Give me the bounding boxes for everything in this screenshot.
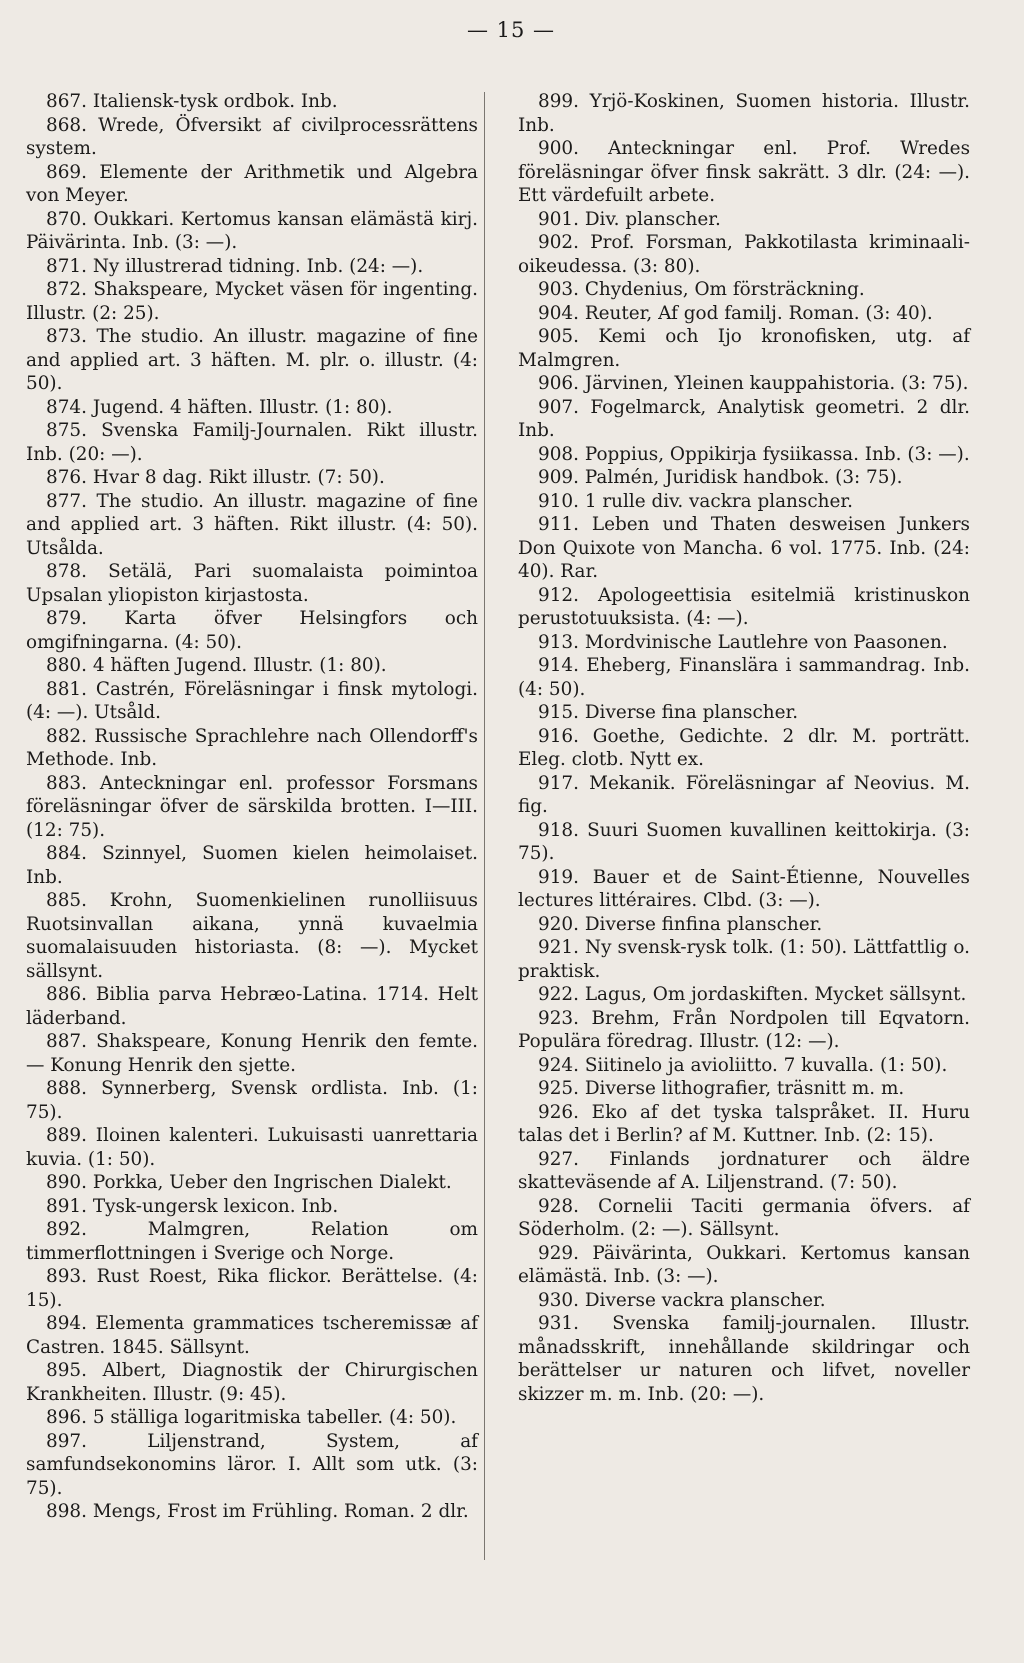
catalog-entry bbox=[26, 607, 478, 654]
entry-number: 878 . bbox=[26, 561, 108, 582]
entry-text: Leben und Thaten desweisen Junkers Don Quixote von Mancha. 6 vol. 1775. Inb. (24: 40). Rar. bbox=[518, 514, 970, 582]
catalog-entry bbox=[518, 1242, 970, 1289]
right-column bbox=[518, 90, 970, 1524]
entry-text: Brehm, Från Nordpolen till Eqvatorn. Populära föredrag. Illustr. (12: —). bbox=[518, 1007, 970, 1052]
entry-number: 907 . bbox=[518, 397, 590, 418]
entry-number: 923 . bbox=[518, 1008, 591, 1029]
catalog-entry bbox=[26, 1406, 478, 1430]
entry-number: 883 . bbox=[26, 773, 100, 794]
left-column bbox=[26, 90, 478, 1524]
catalog-entry bbox=[26, 678, 478, 725]
entry-text: Chydenius, Om försträckning. bbox=[584, 279, 865, 300]
entry-number: 913 . bbox=[518, 632, 585, 653]
entry-number: 918 . bbox=[518, 820, 587, 841]
entry-number: 902 . bbox=[518, 232, 590, 253]
catalog-entry bbox=[26, 725, 478, 772]
entry-number: 911 . bbox=[518, 514, 592, 535]
entry-text: Malmgren, Relation om timmerflottningen i Sverige och Norge. bbox=[26, 1219, 478, 1264]
page-number: — 15 — bbox=[466, 18, 556, 42]
catalog-entry bbox=[26, 1030, 478, 1077]
entry-number: 922 . bbox=[518, 984, 585, 1005]
entry-text: Ny illustrerad tidning. Inb. (24: —). bbox=[92, 255, 424, 277]
catalog-entry bbox=[26, 1077, 478, 1124]
entry-text: Hvar 8 dag. Rikt illustr. (7: 50). bbox=[92, 467, 385, 488]
entry-text: Liljenstrand, System, af samfundsekonomins läror. I. Allt som utk. (3: 75). bbox=[26, 1430, 478, 1499]
entry-number: 929 . bbox=[518, 1243, 592, 1264]
catalog-entry bbox=[26, 325, 478, 396]
catalog-entry bbox=[518, 1054, 970, 1078]
entry-text: The studio. An illustr. magazine of fine and applied art. 3 häften. Rikt illustr. (4: 50). Utsålda. bbox=[26, 490, 478, 559]
entry-text: Diverse vackra planscher. bbox=[584, 1289, 826, 1311]
catalog-entry bbox=[26, 1359, 478, 1406]
catalog-entry bbox=[518, 231, 970, 278]
catalog-entry bbox=[518, 866, 970, 913]
entry-text: Finlands jordnaturer och äldre skatteväsende af A. Liljenstrand. (7: 50). bbox=[518, 1148, 970, 1193]
catalog-entry bbox=[518, 90, 970, 137]
entry-text: Svenska familj-journalen. Illustr. månadsskrift, innehållande skildringar och berättelser ur naturen och lifvet, noveller skizzer m. m. Inb. (20: —). bbox=[518, 1313, 970, 1405]
entry-text: Elemente der Arithmetik und Algebra von Meyer. bbox=[26, 161, 478, 206]
entry-text: Yrjö-Koskinen, Suomen historia. Illustr. Inb. bbox=[518, 91, 971, 136]
entry-number: 899 . bbox=[518, 91, 590, 112]
catalog-entry bbox=[26, 654, 478, 678]
entry-text: Svenska Familj-Journalen. Rikt illustr. Inb. (20: —). bbox=[26, 420, 478, 465]
catalog-entry bbox=[518, 631, 970, 655]
entry-text: Apologeettisia esitelmiä kristinuskon perustotuuksista. (4: —). bbox=[518, 584, 970, 629]
entry-number: 915 . bbox=[518, 702, 585, 723]
entry-number: 917 . bbox=[518, 773, 589, 794]
entry-text: Ny svensk-rysk tolk. (1: 50). Lättfattlig o. praktisk. bbox=[518, 937, 970, 982]
entry-text: Prof. Forsman, Pakkotilasta kriminaali-oikeudessa. (3: 80). bbox=[518, 232, 970, 277]
catalog-entry bbox=[518, 396, 970, 443]
entry-number: 872 . bbox=[26, 279, 93, 300]
entry-text: Div. planscher. bbox=[584, 208, 721, 230]
catalog-entry bbox=[26, 161, 478, 208]
entry-text: Cornelii Taciti germania öfvers. af Söderholm. (2: —). Sällsynt. bbox=[518, 1195, 970, 1240]
entry-text: The studio. An illustr. magazine of fine and applied art. 3 häften. M. plr. o. illustr. (4: 50). bbox=[26, 326, 478, 394]
catalog-columns bbox=[26, 90, 996, 1524]
catalog-entry bbox=[518, 654, 970, 701]
entry-text: Eheberg, Finanslära i sammandrag. Inb. (4: 50). bbox=[518, 655, 971, 700]
catalog-entry bbox=[518, 983, 970, 1007]
entry-number: 920 . bbox=[518, 914, 585, 935]
entry-text: Wrede, Öfversikt af civilprocessrättens system. bbox=[26, 114, 478, 159]
entry-number: 871 . bbox=[26, 256, 93, 277]
column-divider bbox=[484, 92, 485, 1560]
entry-number: 882 . bbox=[26, 726, 94, 747]
entry-number: 893 . bbox=[26, 1266, 97, 1287]
entry-text: Jugend. 4 häften. Illustr. (1: 80). bbox=[92, 396, 393, 418]
entry-text: Rust Roest, Rika flickor. Berättelse. (4: 15). bbox=[26, 1266, 478, 1311]
entry-text: Anteckningar enl. professor Forsmans föreläsningar öfver de särskilda brotten. I—III. (12: 75). bbox=[26, 772, 478, 841]
catalog-entry bbox=[26, 396, 478, 420]
entry-number: 888 . bbox=[26, 1078, 101, 1099]
catalog-entry bbox=[518, 466, 970, 490]
entry-number: 931 . bbox=[518, 1313, 612, 1334]
entry-number: 881 . bbox=[26, 679, 96, 700]
catalog-entry bbox=[518, 913, 970, 937]
catalog-entry bbox=[518, 936, 970, 983]
entry-text: 4 häften Jugend. Illustr. (1: 80). bbox=[92, 655, 387, 676]
catalog-entry bbox=[518, 443, 970, 467]
catalog-entry bbox=[518, 1289, 970, 1313]
entry-text: 5 ställiga logaritmiska tabeller. (4: 50). bbox=[92, 1407, 457, 1428]
entry-text: Poppius, Oppikirja fysiikassa. Inb. (3: —). bbox=[584, 443, 970, 465]
entry-text: Synnerberg, Svensk ordlista. Inb. (1: 75). bbox=[26, 1078, 478, 1123]
entry-text: Elementa grammatices tscheremissæ af Castren. 1845. Sällsynt. bbox=[26, 1313, 478, 1358]
catalog-entry bbox=[518, 513, 970, 584]
entry-number: 905 . bbox=[518, 326, 598, 347]
entry-number: 930 . bbox=[518, 1290, 585, 1311]
entry-text: Mengs, Frost im Frühling. Roman. 2 dlr. bbox=[92, 1501, 469, 1522]
entry-number: 900 . bbox=[518, 138, 608, 159]
catalog-entry bbox=[26, 772, 478, 843]
entry-text: Krohn, Suomenkielinen runolliisuus Ruotsinvallan aikana, ynnä kuvaelmia suomalaisuuden historiasta. (8: —). Mycket sällsynt. bbox=[26, 890, 478, 982]
entry-text: Siitinelo ja avioliitto. 7 kuvalla. (1: 50). bbox=[584, 1054, 948, 1076]
catalog-entry bbox=[518, 1101, 970, 1148]
catalog-entry bbox=[26, 1218, 478, 1265]
entry-number: 897 . bbox=[26, 1431, 147, 1452]
entry-text: 1 rulle div. vackra planscher. bbox=[584, 490, 853, 512]
entry-number: 875 . bbox=[26, 420, 101, 441]
catalog-entry bbox=[26, 255, 478, 279]
entry-text: Szinnyel, Suomen kielen heimolaiset. Inb. bbox=[26, 843, 478, 888]
entry-number: 868 . bbox=[26, 115, 98, 136]
catalog-entry bbox=[518, 137, 970, 208]
catalog-entry bbox=[518, 302, 970, 326]
entry-number: 873 . bbox=[26, 326, 97, 347]
entry-number: 885 . bbox=[26, 890, 110, 911]
catalog-entry bbox=[518, 725, 970, 772]
catalog-entry bbox=[26, 983, 478, 1030]
catalog-entry bbox=[26, 1171, 478, 1195]
catalog-entry bbox=[26, 1195, 478, 1219]
entry-text: Lagus, Om jordaskiften. Mycket sällsynt. bbox=[584, 984, 967, 1005]
catalog-entry bbox=[26, 1500, 478, 1524]
entry-text: Mekanik. Föreläsningar af Neovius. M. fig. bbox=[518, 772, 970, 817]
entry-number: 914 . bbox=[518, 655, 586, 676]
catalog-entry bbox=[518, 1312, 970, 1406]
catalog-entry bbox=[26, 560, 478, 607]
entry-number: 884 . bbox=[26, 843, 102, 864]
catalog-entry bbox=[26, 1124, 478, 1171]
entry-text: Iloinen kalenteri. Lukuisasti uanrettaria kuvia. (1: 50). bbox=[26, 1125, 478, 1170]
entry-text: Reuter, Af god familj. Roman. (3: 40). bbox=[584, 302, 933, 324]
entry-text: Castrén, Föreläsningar i finsk mytologi. (4: —). Utsåld. bbox=[26, 678, 478, 723]
entry-number: 879 . bbox=[26, 608, 125, 629]
catalog-entry bbox=[26, 1430, 478, 1501]
entry-text: Palmén, Juridisk handbok. (3: 75). bbox=[584, 467, 903, 488]
catalog-entry bbox=[26, 419, 478, 466]
entry-number: 880 . bbox=[26, 655, 93, 676]
entry-text: Italiensk-tysk ordbok. Inb. bbox=[92, 91, 338, 112]
catalog-entry bbox=[518, 1148, 970, 1195]
entry-text: Biblia parva Hebræo-Latina. 1714. Helt läderband. bbox=[26, 984, 478, 1029]
entry-text: Oukkari. Kertomus kansan elämästä kirj. Päivärinta. Inb. (3: —). bbox=[26, 208, 478, 253]
entry-number: 925 . bbox=[518, 1078, 585, 1099]
entry-number: 876 . bbox=[26, 467, 93, 488]
entry-number: 912 . bbox=[518, 585, 598, 606]
entry-number: 870 . bbox=[26, 209, 94, 230]
entry-number: 906 . bbox=[518, 373, 585, 394]
entry-number: 887 . bbox=[26, 1031, 96, 1052]
catalog-entry bbox=[518, 819, 970, 866]
entry-number: 909 . bbox=[518, 467, 585, 488]
entry-text: Eko af det tyska talspråket. II. Huru talas det i Berlin? af M. Kuttner. Inb. (2: 15). bbox=[518, 1101, 970, 1146]
entry-text: Diverse finfina planscher. bbox=[584, 913, 823, 935]
entry-number: 924 . bbox=[518, 1055, 585, 1076]
entry-text: Anteckningar enl. Prof. Wredes föreläsningar öfver finsk sakrätt. 3 dlr. (24: —). Ett värdefuilt arbete. bbox=[518, 138, 971, 206]
entry-text: Shakspeare, Konung Henrik den femte. — Konung Henrik den sjette. bbox=[26, 1031, 478, 1076]
entry-number: 904 . bbox=[518, 303, 585, 324]
catalog-entry bbox=[26, 1312, 478, 1359]
entry-text: Porkka, Ueber den Ingrischen Dialekt. bbox=[92, 1172, 452, 1193]
catalog-entry bbox=[518, 208, 970, 232]
catalog-entry bbox=[26, 114, 478, 161]
entry-number: 894 . bbox=[26, 1313, 96, 1334]
entry-number: 895 . bbox=[26, 1360, 103, 1381]
entry-number: 927 . bbox=[518, 1149, 609, 1170]
entry-text: Tysk-ungersk lexicon. Inb. bbox=[92, 1195, 339, 1217]
entry-text: Diverse fina planscher. bbox=[584, 702, 799, 723]
entry-number: 926 . bbox=[518, 1102, 592, 1123]
catalog-entry bbox=[26, 1265, 478, 1312]
catalog-entry bbox=[518, 1077, 970, 1101]
entry-text: Setälä, Pari suomalaista poimintoa Upsalan yliopiston kirjastosta. bbox=[26, 561, 478, 606]
entry-number: 892 . bbox=[26, 1219, 148, 1240]
entry-number: 898 . bbox=[26, 1501, 93, 1522]
entry-text: Kemi och Ijo kronofisken, utg. af Malmgren. bbox=[518, 326, 970, 371]
entry-number: 891 . bbox=[26, 1196, 93, 1217]
entry-number: 869 . bbox=[26, 162, 99, 183]
entry-text: Albert, Diagnostik der Chirurgischen Krankheiten. Illustr. (9: 45). bbox=[26, 1360, 478, 1405]
catalog-entry bbox=[518, 584, 970, 631]
entry-text: Suuri Suomen kuvallinen keittokirja. (3: 75). bbox=[518, 819, 970, 864]
catalog-entry bbox=[518, 1195, 970, 1242]
entry-text: Diverse lithografier, träsnitt m. m. bbox=[584, 1078, 905, 1099]
catalog-entry bbox=[26, 208, 478, 255]
catalog-entry bbox=[518, 1007, 970, 1054]
entry-number: 910 . bbox=[518, 491, 585, 512]
entry-text: Päivärinta, Oukkari. Kertomus kansan elämästä. Inb. (3: —). bbox=[518, 1242, 970, 1287]
entry-number: 874 . bbox=[26, 397, 93, 418]
catalog-entry bbox=[26, 278, 478, 325]
catalog-entry bbox=[518, 278, 970, 302]
catalog-entry bbox=[518, 372, 970, 396]
entry-number: 886 . bbox=[26, 984, 96, 1005]
entry-number: 877 . bbox=[26, 491, 97, 512]
entry-number: 889 . bbox=[26, 1125, 96, 1146]
entry-text: Karta öfver Helsingfors och omgifningarna. (4: 50). bbox=[26, 608, 478, 653]
entry-text: Bauer et de Saint-Étienne, Nouvelles lectures littéraires. Clbd. (3: —). bbox=[518, 866, 970, 911]
catalog-entry bbox=[26, 466, 478, 490]
entry-number: 867 . bbox=[26, 91, 93, 112]
catalog-entry bbox=[26, 490, 478, 561]
catalog-entry bbox=[26, 90, 478, 114]
entry-text: Mordvinische Lautlehre von Paasonen. bbox=[584, 631, 948, 653]
catalog-entry bbox=[26, 842, 478, 889]
entry-number: 903 . bbox=[518, 279, 585, 300]
entry-number: 919 . bbox=[518, 867, 593, 888]
entry-text: Fogelmarck, Analytisk geometri. 2 dlr. Inb. bbox=[518, 396, 970, 441]
entry-number: 928 . bbox=[518, 1196, 598, 1217]
entry-text: Shakspeare, Mycket väsen för ingenting. Illustr. (2: 25). bbox=[26, 279, 478, 324]
catalog-entry bbox=[26, 889, 478, 983]
entry-text: Järvinen, Yleinen kauppahistoria. (3: 75). bbox=[584, 373, 969, 394]
catalog-entry bbox=[518, 490, 970, 514]
entry-text: Goethe, Gedichte. 2 dlr. M. porträtt. Eleg. clotb. Nytt ex. bbox=[518, 725, 971, 770]
catalog-entry bbox=[518, 772, 970, 819]
catalog-entry bbox=[518, 325, 970, 372]
entry-number: 916 . bbox=[518, 726, 593, 747]
catalog-entry bbox=[518, 701, 970, 725]
entry-number: 890 . bbox=[26, 1172, 93, 1193]
entry-number: 908 . bbox=[518, 444, 585, 465]
entry-number: 901 . bbox=[518, 209, 585, 230]
entry-text: Russische Sprachlehre nach Ollendorff's Methode. Inb. bbox=[26, 725, 478, 770]
entry-number: 921 . bbox=[518, 937, 585, 958]
entry-number: 896 . bbox=[26, 1407, 93, 1428]
